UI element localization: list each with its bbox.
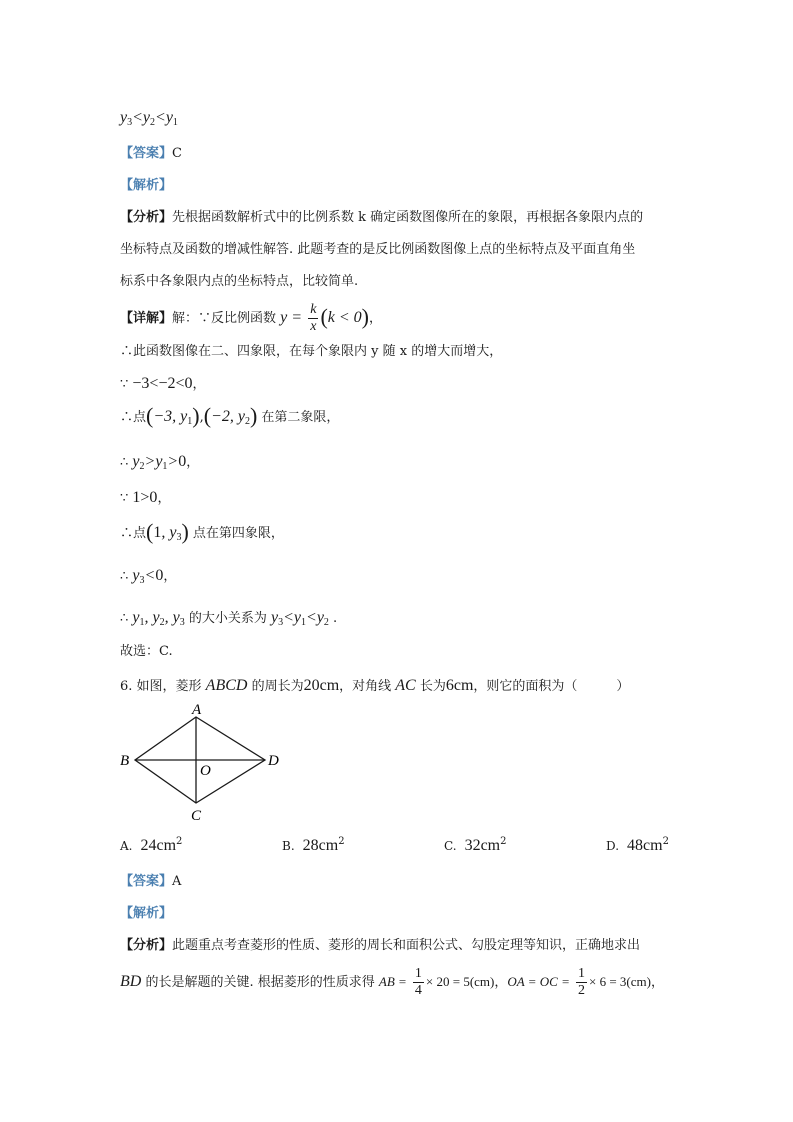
fraction-k-over-x: $\frac{k}{x}$ [310,302,317,334]
fraction-one-quarter: $\frac{1}{4}$ [414,966,422,998]
label-B: B [120,753,130,769]
prev-analysis-label: 【解析】 [120,178,173,193]
label-O: O [200,763,211,779]
answer-label: 【答案】 [120,146,173,161]
step-4: ∴ $y_2>y_1>0$， [120,453,200,472]
label-D: D [268,753,279,769]
option-a[interactable]: A. $24cm^2$ [120,836,183,854]
question-6-stem: 6. 如图，菱形 ABCD 的周长为20cm，对角线 AC 长为6cm，则它的面积为（ ） [120,677,630,694]
step-5: ∵ 1>0， [120,489,171,506]
rhombus-figure [115,700,285,825]
label-C: C [191,808,202,824]
step-2: ∵ −3<−2<0， [120,375,206,392]
option-d[interactable]: D. $48cm^2$ [606,836,669,854]
prev-fenxi-line-1: 【分析】先根据函数解析式中的比例系数 k 确定函数图像所在的象限，再根据各象限内点的 [120,210,644,225]
step-7: ∴ $y_3<0$， [120,567,177,586]
step-8: ∴ $y_1$, $y_2$, $y_3$ 的大小关系为 $y_3<y_1<y_2$ . [120,609,338,628]
option-b[interactable]: B. $28cm^2$ [282,836,345,854]
step-9: 故选：C. [120,644,173,659]
prev-answer [120,144,182,164]
q6-fenxi-line-2: BD 的长是解题的关键. 根据菱形的性质求得 AB = $\frac{1}{4}$ × 20 = 5(cm)，OA = OC = $\frac{1}{2}$ × 6 = 3(cm)， [120,966,664,998]
fenxi-label: 【分析】 [120,210,173,225]
prev-fenxi-line-3: 标系中各象限内点的坐标特点，比较简单. [120,274,359,289]
answer-options [120,836,680,858]
prev-final-option: $y_3<y_2<y_1$ [120,109,178,128]
q6-fenxi-line-1: 【分析】此题重点考查菱形的性质、菱形的周长和面积公式、勾股定理等知识，正确地求出 [120,938,641,953]
prev-xiangjie: 【详解】解：∵反比例函数 y = $\frac{k}{x}$ (k < 0)， [120,302,383,334]
step-3: ∴点(−3, $y_1),(-2$, $y_2$) 在第二象限， [120,403,340,428]
prev-fenxi-line-2: 坐标特点及函数的增减性解答. 此题考查的是反比例函数图像上点的坐标特点及平面直角坐 [120,242,636,257]
label-A: A [192,702,202,718]
q6-analysis-label: 【解析】 [120,906,173,921]
option-c[interactable]: C. $32cm^2$ [444,836,507,854]
step-1: ∴此函数图像在二、四象限，在每个象限内 y 随 x 的增大而增大， [120,344,503,359]
step-6: ∴点(1, $y_3$) 点在第四象限， [120,519,284,544]
fraction-one-half: $\frac{1}{2}$ [577,966,585,998]
q6-answer: 【答案】A [120,874,182,889]
answer-value: C [172,146,182,161]
